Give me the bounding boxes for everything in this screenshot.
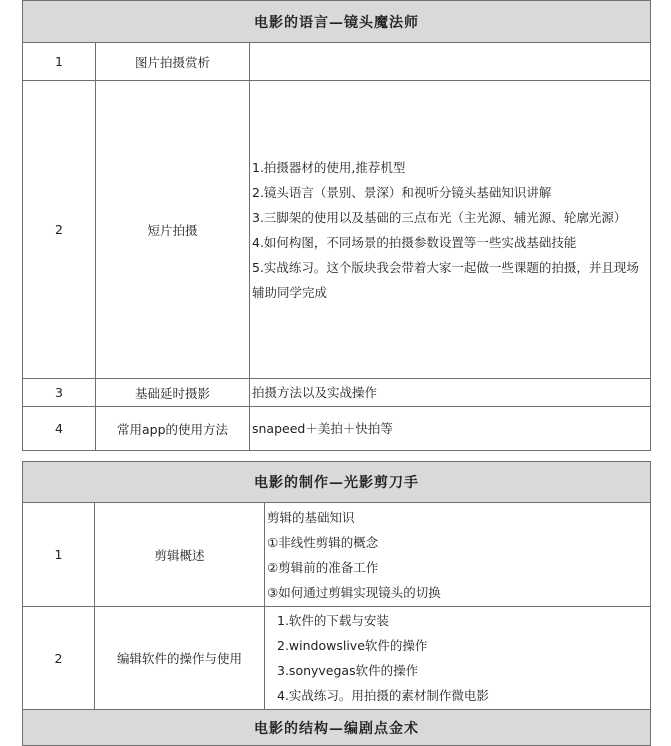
description-line: ③如何通过剪辑实现镜头的切换 — [267, 584, 441, 600]
description-line: 1.软件的下载与安装 — [277, 613, 389, 628]
table-row — [23, 43, 651, 81]
description-line: ①非线性剪辑的概念 — [267, 534, 379, 550]
description-line: 3.sonyvegas软件的操作 — [277, 663, 419, 678]
table-row — [23, 407, 651, 451]
description-line: 2.windowslive软件的操作 — [277, 638, 428, 653]
description-line: 剪辑的基础知识 — [267, 509, 355, 525]
row-description — [250, 379, 651, 407]
description-line: ②剪辑前的准备工作 — [267, 559, 379, 575]
row-description — [250, 43, 651, 81]
table-row — [23, 81, 651, 379]
description-line: snapeed＋美拍＋快拍等 — [252, 421, 393, 436]
row-number: 1 — [23, 503, 95, 607]
table-row — [23, 503, 651, 607]
row-number: 2 — [23, 81, 96, 379]
description-line: 拍摄方法以及实战操作 — [252, 385, 378, 400]
row-description — [250, 81, 651, 379]
table-row — [23, 607, 651, 710]
section-title: 电影的语言—镜头魔法师 — [23, 1, 651, 43]
row-description — [250, 407, 651, 451]
row-topic: 基础延时摄影 — [96, 379, 250, 407]
row-number: 4 — [23, 407, 96, 451]
row-topic: 短片拍摄 — [96, 81, 250, 379]
row-description — [265, 607, 651, 710]
row-number: 3 — [23, 379, 96, 407]
course-table-1 — [22, 0, 651, 451]
section-title: 电影的结构—编剧点金术 — [23, 710, 651, 746]
description-line: 4.如何构图，不同场景的拍摄参数设置等一些实战基础技能 — [252, 234, 577, 250]
course-table-2 — [22, 461, 651, 746]
row-description — [265, 503, 651, 607]
row-topic: 图片拍摄赏析 — [96, 43, 250, 81]
description-line: 3.三脚架的使用以及基础的三点布光（主光源、辅光源、轮廓光源） — [252, 209, 627, 225]
row-number: 1 — [23, 43, 96, 81]
row-number: 2 — [23, 607, 95, 710]
description-line: 1.拍摄器材的使用,推荐机型 — [252, 159, 406, 175]
section-title: 电影的制作—光影剪刀手 — [23, 462, 651, 503]
description-line: 5.实战练习。这个版块我会带着大家一起做一些课题的拍摄，并且现场辅助同学完成 — [252, 259, 639, 300]
table-row — [23, 379, 651, 407]
row-topic: 剪辑概述 — [95, 503, 265, 607]
row-topic: 常用app的使用方法 — [96, 407, 250, 451]
description-line: 2.镜头语言（景别、景深）和视听分镜头基础知识讲解 — [252, 184, 552, 200]
row-topic: 编辑软件的操作与使用 — [95, 607, 265, 710]
description-line: 4.实战练习。用拍摄的素材制作微电影 — [277, 688, 489, 703]
